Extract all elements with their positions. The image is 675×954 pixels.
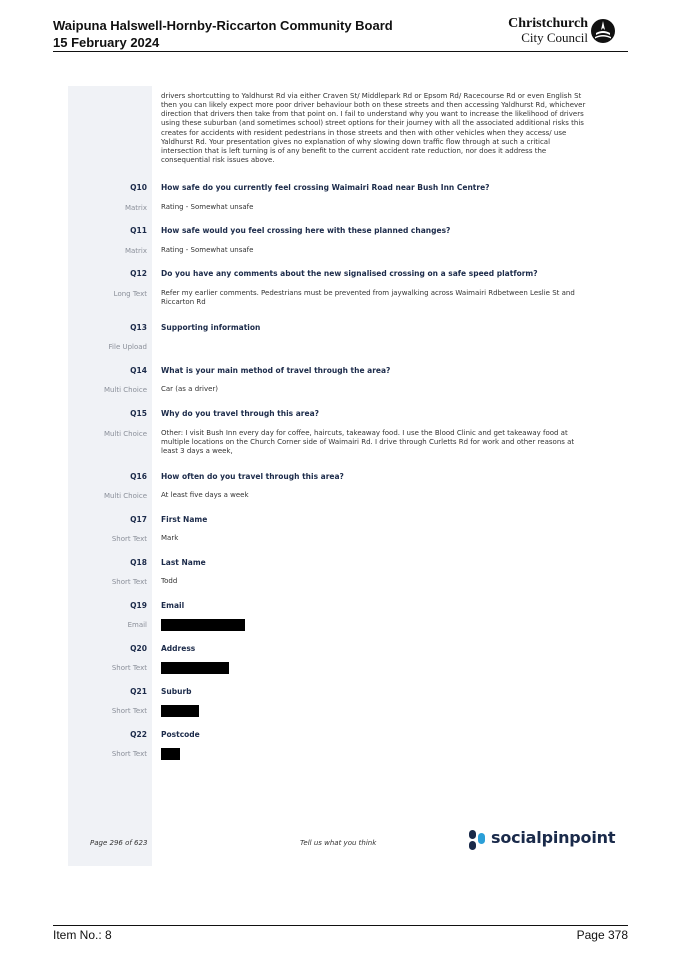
question-type: Multi Choice [103, 386, 147, 394]
question-number: Q14 [130, 366, 147, 375]
answer-text: Car (as a driver) [161, 385, 219, 393]
question-number: Q18 [130, 558, 147, 567]
survey-page [68, 86, 616, 866]
logo-line1: Christchurch [508, 16, 588, 31]
question-text: How often do you travel through this area? [161, 472, 344, 481]
redacted-address [161, 662, 229, 674]
question-text: How safe do you currently feel crossing Waimairi Road near Bush Inn Centre? [161, 183, 490, 192]
question-type: Multi Choice [103, 492, 147, 500]
board-name: Waipuna Halswell-Hornby-Riccarton Community Board [53, 18, 393, 33]
brand-name: socialpinpoint [491, 828, 616, 847]
question-type: Short Text [111, 664, 147, 672]
question-number: Q16 [130, 472, 147, 481]
question-text: Do you have any comments about the new signalised crossing on a safe speed platform? [161, 269, 538, 278]
question-text: Email [161, 601, 185, 610]
question-number: Q20 [130, 644, 147, 653]
question-number: Q11 [130, 226, 147, 235]
answer-text: Other: I visit Bush Inn every day for coffee, haircuts, takeaway food. I use the Blood Clinic and get takeaway food at multiple locations on the Church Corner side of Waimairi Rd. I drive through Curletts Rd for work and other reasons at least 3 days a week, [161, 429, 575, 455]
question-type: Email [127, 621, 147, 629]
question-number: Q12 [130, 269, 147, 278]
item-number: Item No.: 8 [53, 928, 112, 942]
question-number: Q22 [130, 730, 147, 739]
question-text: Why do you travel through this area? [161, 409, 320, 418]
question-number: Q10 [130, 183, 147, 192]
question-type: Short Text [111, 578, 147, 586]
question-type: Short Text [111, 750, 147, 758]
question-type: Long Text [113, 290, 147, 298]
question-text: First Name [161, 515, 208, 524]
previous-answer-continuation: drivers shortcutting to Yaldhurst Rd via either Craven St/ Middlepark Rd or Epsom Rd/ Racecourse Rd or even English St then you can likely expect more poor driver behaviour both on these streets and then accessing Yaldhurst Rd, whichever direction that drivers then take from that point on. I fail to understand why you want to increase the likelihood of drivers using these suburban (and sometimes school) street options for their journey with all the associated additional risks this creates for accidents with resident pedestrians in those streets and then with other vehicles when they access/ use Yaldhurst Rd. Your presentation gives no explanation of why slowing down traffic flow through at such a critical intersection that is left turning is of any benefit to the current accident rate reduction, nor does it address the consequential risk issues above. [161, 92, 586, 165]
question-text: How safe would you feel crossing here with these planned changes? [161, 226, 451, 235]
question-type: Multi Choice [103, 430, 147, 438]
redacted-postcode [161, 748, 180, 760]
question-type: File Upload [108, 343, 147, 351]
footer-divider [53, 925, 628, 926]
answer-text: Todd [161, 577, 178, 585]
question-number: Q13 [130, 323, 147, 332]
answer-text: Mark [161, 534, 179, 542]
question-text: Address [161, 644, 196, 653]
document-page-number: Page 378 [576, 928, 628, 942]
survey-page-number: Page 296 of 623 [90, 839, 148, 847]
redacted-email [161, 619, 245, 631]
logo-line2: City Council [521, 30, 588, 45]
question-number: Q15 [130, 409, 147, 418]
answer-text: Rating - Somewhat unsafe [161, 203, 254, 211]
answer-text: Rating - Somewhat unsafe [161, 246, 254, 254]
question-text: Suburb [161, 687, 192, 696]
question-type: Short Text [111, 707, 147, 715]
question-number: Q21 [130, 687, 147, 696]
cathedral-icon [590, 18, 616, 44]
question-type: Matrix [124, 247, 147, 255]
question-type: Short Text [111, 535, 147, 543]
question-text: Postcode [161, 730, 200, 739]
answer-text: At least five days a week [161, 491, 249, 499]
question-number: Q17 [130, 515, 147, 524]
pinpoint-icon [469, 830, 485, 850]
question-text: What is your main method of travel through the area? [161, 366, 391, 375]
question-number: Q19 [130, 601, 147, 610]
christchurch-logo [508, 16, 631, 46]
answer-text: Refer my earlier comments. Pedestrians must be prevented from jaywalking across Waimairi Rdbetween Leslie St and Riccarton Rd [161, 289, 575, 306]
question-text: Supporting information [161, 323, 261, 332]
question-type: Matrix [124, 204, 147, 212]
question-text: Last Name [161, 558, 206, 567]
header-divider [53, 51, 628, 52]
header-title [53, 17, 393, 51]
redacted-suburb [161, 705, 199, 717]
meeting-date: 15 February 2024 [53, 35, 160, 50]
survey-tagline: Tell us what you think [300, 839, 377, 847]
